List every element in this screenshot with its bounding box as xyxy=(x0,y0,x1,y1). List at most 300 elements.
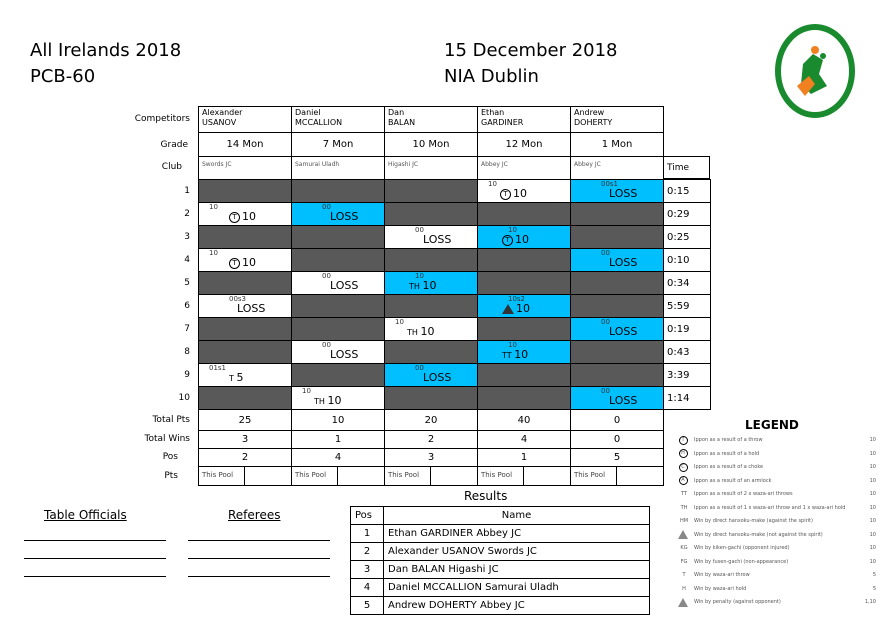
bout-cell xyxy=(198,386,292,410)
legend-desc: Win by direct hansoku-make (not against the spirit) xyxy=(694,531,823,538)
pts-value-cell xyxy=(616,466,664,486)
throw-ippon-icon: T xyxy=(229,212,240,223)
throw-ippon-icon: T xyxy=(229,258,240,269)
pts-pool-cell xyxy=(291,466,338,486)
legend-pts: 10 xyxy=(869,504,876,511)
bout-score xyxy=(314,394,341,407)
bout-score xyxy=(409,279,436,292)
legend-item xyxy=(676,556,876,568)
score-value: 10 xyxy=(422,279,437,292)
total-pts-cell xyxy=(477,409,571,431)
pos-value: 3 xyxy=(427,452,435,463)
competitor-club xyxy=(384,156,478,180)
results-table xyxy=(350,506,650,615)
legend-pts: 5 xyxy=(872,585,876,592)
result-name: Daniel MCCALLION Samurai Uladh xyxy=(384,579,650,597)
legend-item xyxy=(676,583,876,595)
bout-cell xyxy=(477,294,571,318)
bout-score xyxy=(609,256,637,269)
pos-cell xyxy=(570,448,664,467)
bout-number: 8 xyxy=(184,347,190,357)
signature-line xyxy=(24,540,166,541)
bout-score xyxy=(609,325,637,338)
bout-cell xyxy=(198,271,292,295)
legend-code: T xyxy=(682,572,686,578)
bout-detail: 10 xyxy=(302,387,311,395)
competitor-name xyxy=(384,106,478,133)
pos-cell xyxy=(291,448,385,467)
warning-triangle-icon xyxy=(502,304,514,314)
competitor-last-name: BALAN xyxy=(388,118,416,127)
bout-time-value: 0:19 xyxy=(667,323,690,335)
bout-detail: 10 xyxy=(415,272,424,280)
bout-cell xyxy=(384,340,478,364)
label-pts: Pts xyxy=(164,471,178,481)
club-value: Abbey JC xyxy=(574,161,601,168)
label-total-wins: Total Wins xyxy=(144,434,190,444)
bout-detail: 10 xyxy=(508,341,517,349)
score-value: 10 xyxy=(242,256,256,269)
bout-detail: 10 xyxy=(395,318,404,326)
competitor-first-name: Ethan xyxy=(481,108,505,117)
pos-value: 1 xyxy=(520,452,528,463)
bout-cell xyxy=(570,363,664,387)
score-value: LOSS xyxy=(609,256,638,269)
throw-ippon-icon: T xyxy=(500,189,511,200)
result-pos: 3 xyxy=(351,561,384,579)
club-value: Higashi JC xyxy=(388,161,419,168)
competitor-first-name: Alexander xyxy=(202,108,243,117)
results-title: Results xyxy=(464,489,508,503)
legend-pts: 10 xyxy=(869,518,876,524)
bout-cell xyxy=(198,225,292,249)
bout-cell xyxy=(477,202,571,226)
legend-desc: Ippon as a result of 2 x waza-ari throws xyxy=(694,491,793,497)
bout-cell xyxy=(198,317,292,341)
legend-desc: Ippon as a result of a choke xyxy=(694,464,764,470)
legend-item xyxy=(676,434,876,446)
legend-pts: 10 xyxy=(869,558,876,565)
bout-cell xyxy=(198,202,292,226)
bout-detail: 00 xyxy=(322,341,331,349)
bout-cell xyxy=(291,363,385,387)
score-value: 10 xyxy=(242,210,256,223)
competitor-last-name: GARDINER xyxy=(481,118,524,127)
signature-line xyxy=(188,558,330,559)
bout-cell xyxy=(570,317,664,341)
bout-time-value: 0:29 xyxy=(667,208,690,220)
competitor-last-name: USANOV xyxy=(202,118,237,127)
legend-triangle-icon xyxy=(678,598,688,607)
bout-cell xyxy=(291,248,385,272)
legend-code xyxy=(676,598,692,607)
result-row xyxy=(351,579,650,597)
legend-desc: Ippon as a result of an armlock xyxy=(694,477,772,484)
legend-pts: 10 xyxy=(869,491,876,497)
total-pts-value: 20 xyxy=(424,414,438,426)
bout-time xyxy=(663,294,711,318)
total-pts-cell xyxy=(384,409,478,431)
legend-desc: Win by direct hansoku-make (against the spirit) xyxy=(694,518,813,524)
grade-value: 7 Mon xyxy=(322,139,354,150)
bout-score xyxy=(229,210,256,223)
bout-detail: 00 xyxy=(322,203,331,211)
pos-cell xyxy=(477,448,571,467)
competitor-first-name: Andrew xyxy=(574,108,605,117)
result-row xyxy=(351,543,650,561)
competitor-last-name: MCCALLION xyxy=(295,118,343,127)
competitor-club xyxy=(570,156,664,180)
score-value: 5 xyxy=(236,371,244,384)
bout-score xyxy=(500,187,527,200)
bout-time xyxy=(663,179,711,203)
pts-pool-cell xyxy=(477,466,524,486)
legend-item xyxy=(676,542,876,554)
pts-pool-label: This Pool xyxy=(388,471,420,479)
pts-value-cell xyxy=(337,466,385,486)
bout-score xyxy=(407,325,434,338)
bout-cell xyxy=(384,225,478,249)
competitor-name xyxy=(570,106,664,133)
legend-pts: 10 xyxy=(869,531,876,538)
bout-cell xyxy=(477,317,571,341)
legend-code xyxy=(676,530,692,539)
bout-cell xyxy=(384,386,478,410)
bout-detail: 00 xyxy=(601,318,610,326)
legend-circle-icon: C xyxy=(679,463,688,472)
bout-score xyxy=(330,210,358,223)
bout-number: 3 xyxy=(184,232,190,242)
total-wins-value: 2 xyxy=(427,434,435,445)
grade-value: 12 Mon xyxy=(505,139,543,150)
legend-item xyxy=(676,515,876,527)
result-row xyxy=(351,597,650,615)
bout-cell xyxy=(384,363,478,387)
bout-cell xyxy=(291,386,385,410)
legend-pts: 10 xyxy=(869,450,876,457)
score-value: 10 xyxy=(516,302,530,315)
legend-desc: Win by penalty (against opponent) xyxy=(694,599,781,605)
bout-time xyxy=(663,248,711,272)
legend-desc: Win by waza-ari throw xyxy=(694,572,750,578)
event-title: All Irelands 2018 xyxy=(30,40,182,61)
label-grade: Grade xyxy=(160,140,188,150)
legend-desc: Win by waza-ari hold xyxy=(694,585,747,592)
bout-number: 7 xyxy=(184,324,190,334)
bout-detail: 00 xyxy=(601,387,610,395)
competitor-grade xyxy=(477,132,571,157)
total-wins-cell xyxy=(198,430,292,449)
bout-detail: 10 xyxy=(209,249,218,257)
competitor-grade xyxy=(384,132,478,157)
bout-detail: 00 xyxy=(415,364,424,372)
bout-score xyxy=(502,348,528,361)
bout-cell xyxy=(291,317,385,341)
bout-time xyxy=(663,225,711,249)
legend-item xyxy=(676,529,876,541)
legend-item xyxy=(676,461,876,473)
bout-score xyxy=(609,187,637,200)
legend-pts: 10 xyxy=(869,437,876,443)
bout-number: 9 xyxy=(184,370,190,380)
legend-circle-icon: T xyxy=(679,436,688,445)
legend-desc: Ippon as a result of 1 x waza-ari throw and 1 x waza-ari hold xyxy=(694,504,846,511)
bout-number: 1 xyxy=(184,186,190,196)
label-pos: Pos xyxy=(162,452,178,462)
legend-item xyxy=(676,596,876,608)
bout-cell xyxy=(198,294,292,318)
pts-pool-cell xyxy=(570,466,617,486)
legend-code: FG xyxy=(680,558,688,565)
score-prefix: T xyxy=(229,374,237,383)
total-wins-value: 1 xyxy=(334,434,342,445)
bout-time-value: 5:59 xyxy=(667,300,690,312)
irish-judo-logo xyxy=(775,24,855,118)
total-wins-value: 0 xyxy=(613,434,621,445)
time-header: Time xyxy=(663,156,710,179)
legend-code: TH xyxy=(680,504,688,511)
bout-cell xyxy=(198,179,292,203)
bout-detail: 10s2 xyxy=(508,295,526,303)
pos-value: 2 xyxy=(241,452,249,463)
total-pts-cell xyxy=(291,409,385,431)
bout-time xyxy=(663,340,711,364)
grade-value: 14 Mon xyxy=(226,139,264,150)
score-value: 10 xyxy=(327,394,342,407)
bout-cell xyxy=(198,363,292,387)
total-wins-cell xyxy=(384,430,478,449)
legend-circle-icon: A xyxy=(679,476,688,485)
event-venue: NIA Dublin xyxy=(444,66,539,87)
bout-time xyxy=(663,202,711,226)
category-title: PCB-60 xyxy=(30,66,96,87)
competitor-name xyxy=(198,106,292,133)
results-header-name: Name xyxy=(384,507,650,525)
bout-cell xyxy=(291,179,385,203)
signature-line xyxy=(188,576,330,577)
bout-cell xyxy=(384,271,478,295)
result-pos: 4 xyxy=(351,579,384,597)
signature-line xyxy=(24,576,166,577)
bout-score xyxy=(502,302,530,315)
legend-desc: Ippon as a result of a hold xyxy=(694,450,760,457)
legend-triangle-icon xyxy=(678,530,688,539)
score-value: LOSS xyxy=(423,371,452,384)
bout-cell xyxy=(291,340,385,364)
total-wins-cell xyxy=(291,430,385,449)
pos-value: 5 xyxy=(613,452,621,463)
pts-pool-label: This Pool xyxy=(481,471,513,479)
bout-cell xyxy=(291,225,385,249)
bout-time xyxy=(663,317,711,341)
legend-circle-icon: H xyxy=(679,449,688,458)
competitor-first-name: Dan xyxy=(388,108,405,117)
event-date: 15 December 2018 xyxy=(444,40,618,61)
bout-score xyxy=(330,348,358,361)
throw-ippon-icon: T xyxy=(502,235,513,246)
bout-score xyxy=(609,394,637,407)
legend-desc: Win by fusen-gachi (non-appearance) xyxy=(694,558,789,565)
pos-value: 4 xyxy=(334,452,342,463)
total-wins-cell xyxy=(477,430,571,449)
bout-time-value: 0:15 xyxy=(667,185,690,197)
score-value: LOSS xyxy=(330,279,359,292)
score-prefix: TH xyxy=(409,282,423,291)
total-pts-value: 0 xyxy=(613,414,621,426)
total-pts-value: 40 xyxy=(517,414,531,426)
legend-pts: 5 xyxy=(872,572,876,578)
total-wins-cell xyxy=(570,430,664,449)
results-header-pos: Pos xyxy=(351,507,384,525)
legend-pts: 10 xyxy=(869,545,876,551)
competitor-grade xyxy=(291,132,385,157)
pts-pool-label: This Pool xyxy=(295,471,327,479)
bout-detail: 00s1 xyxy=(601,180,619,188)
bout-cell xyxy=(477,179,571,203)
score-value: 10 xyxy=(420,325,435,338)
bout-score xyxy=(229,371,243,384)
legend-code xyxy=(676,476,692,485)
score-value: LOSS xyxy=(609,325,638,338)
competitor-name xyxy=(477,106,571,133)
result-row xyxy=(351,561,650,579)
score-value: LOSS xyxy=(423,233,452,246)
bout-number: 10 xyxy=(178,393,190,403)
result-row xyxy=(351,525,650,543)
bout-time xyxy=(663,363,711,387)
bout-cell xyxy=(384,317,478,341)
bout-number: 4 xyxy=(184,255,190,265)
total-wins-value: 3 xyxy=(241,434,249,445)
legend-desc: Win by kiken-gachi (opponent injured) xyxy=(694,545,790,551)
pos-cell xyxy=(198,448,292,467)
score-prefix: TH xyxy=(407,328,421,337)
bout-cell xyxy=(477,363,571,387)
competitor-club xyxy=(198,156,292,180)
competitor-grade xyxy=(570,132,664,157)
bout-score xyxy=(229,256,256,269)
pts-pool-cell xyxy=(384,466,431,486)
total-pts-value: 10 xyxy=(331,414,345,426)
bout-cell xyxy=(384,179,478,203)
bout-cell xyxy=(477,225,571,249)
pts-pool-label: This Pool xyxy=(202,471,234,479)
bout-cell xyxy=(384,294,478,318)
score-value: LOSS xyxy=(330,210,359,223)
legend-item xyxy=(676,448,876,460)
legend-code: TT xyxy=(680,491,688,497)
label-total-pts: Total Pts xyxy=(152,415,190,425)
label-club: Club xyxy=(161,162,182,172)
bout-detail: 00 xyxy=(601,249,610,257)
table-officials-label: Table Officials xyxy=(44,508,127,522)
result-pos: 2 xyxy=(351,543,384,561)
legend-pts: 10 xyxy=(869,464,876,470)
bout-time-value: 0:25 xyxy=(667,231,690,243)
bout-score xyxy=(423,371,451,384)
pos-cell xyxy=(384,448,478,467)
bout-cell xyxy=(570,179,664,203)
bout-detail: 10 xyxy=(209,203,218,211)
signature-line xyxy=(24,558,166,559)
total-pts-value: 25 xyxy=(238,414,252,426)
bout-cell xyxy=(477,248,571,272)
bout-time-value: 0:43 xyxy=(667,346,690,358)
bout-time xyxy=(663,386,711,410)
competitor-grade xyxy=(198,132,292,157)
legend-code xyxy=(676,463,692,472)
legend-code: HM xyxy=(679,518,689,524)
score-value: LOSS xyxy=(330,348,359,361)
bout-score xyxy=(423,233,451,246)
score-value: LOSS xyxy=(237,302,266,315)
competitor-club xyxy=(291,156,385,180)
signature-line xyxy=(188,540,330,541)
score-prefix: TH xyxy=(314,397,328,406)
result-pos: 5 xyxy=(351,597,384,615)
bout-cell xyxy=(570,340,664,364)
bout-cell xyxy=(570,294,664,318)
bout-cell xyxy=(570,386,664,410)
legend-pts: 1,10 xyxy=(864,599,876,605)
grade-value: 10 Mon xyxy=(412,139,450,150)
label-competitors: Competitors xyxy=(134,114,190,124)
bout-cell xyxy=(384,202,478,226)
competitor-name xyxy=(291,106,385,133)
bout-cell xyxy=(570,202,664,226)
legend-code: H xyxy=(682,585,686,592)
bout-score xyxy=(330,279,358,292)
bout-cell xyxy=(291,294,385,318)
bout-time xyxy=(663,271,711,295)
club-value: Samurai Uladh xyxy=(295,161,340,168)
bout-cell xyxy=(477,340,571,364)
bout-cell xyxy=(198,340,292,364)
bout-cell xyxy=(384,248,478,272)
result-name: Dan BALAN Higashi JC xyxy=(384,561,650,579)
club-value: Abbey JC xyxy=(481,161,508,168)
bout-score xyxy=(237,302,265,315)
total-wins-value: 4 xyxy=(520,434,528,445)
referees-label: Referees xyxy=(228,508,281,522)
legend-item xyxy=(676,475,876,487)
bout-number: 6 xyxy=(184,301,190,311)
result-name: Alexander USANOV Swords JC xyxy=(384,543,650,561)
legend-pts: 10 xyxy=(869,477,876,484)
pts-pool-label: This Pool xyxy=(574,471,606,479)
bout-cell xyxy=(198,248,292,272)
bout-number: 5 xyxy=(184,278,190,288)
pts-value-cell xyxy=(523,466,571,486)
legend-code xyxy=(676,436,692,445)
legend-item xyxy=(676,569,876,581)
legend-desc: Ippon as a result of a throw xyxy=(694,437,763,443)
total-pts-cell xyxy=(198,409,292,431)
club-value: Swords JC xyxy=(202,161,232,168)
bout-time-value: 3:39 xyxy=(667,369,690,381)
pts-value-cell xyxy=(244,466,292,486)
bout-cell xyxy=(570,225,664,249)
bout-cell xyxy=(570,248,664,272)
pts-pool-cell xyxy=(198,466,245,486)
competitor-first-name: Daniel xyxy=(295,108,321,117)
legend-item xyxy=(676,488,876,500)
bout-cell xyxy=(477,386,571,410)
bout-detail: 10 xyxy=(508,226,517,234)
score-value: 10 xyxy=(515,233,529,246)
bout-number: 2 xyxy=(184,209,190,219)
bout-time-value: 0:34 xyxy=(667,277,690,289)
